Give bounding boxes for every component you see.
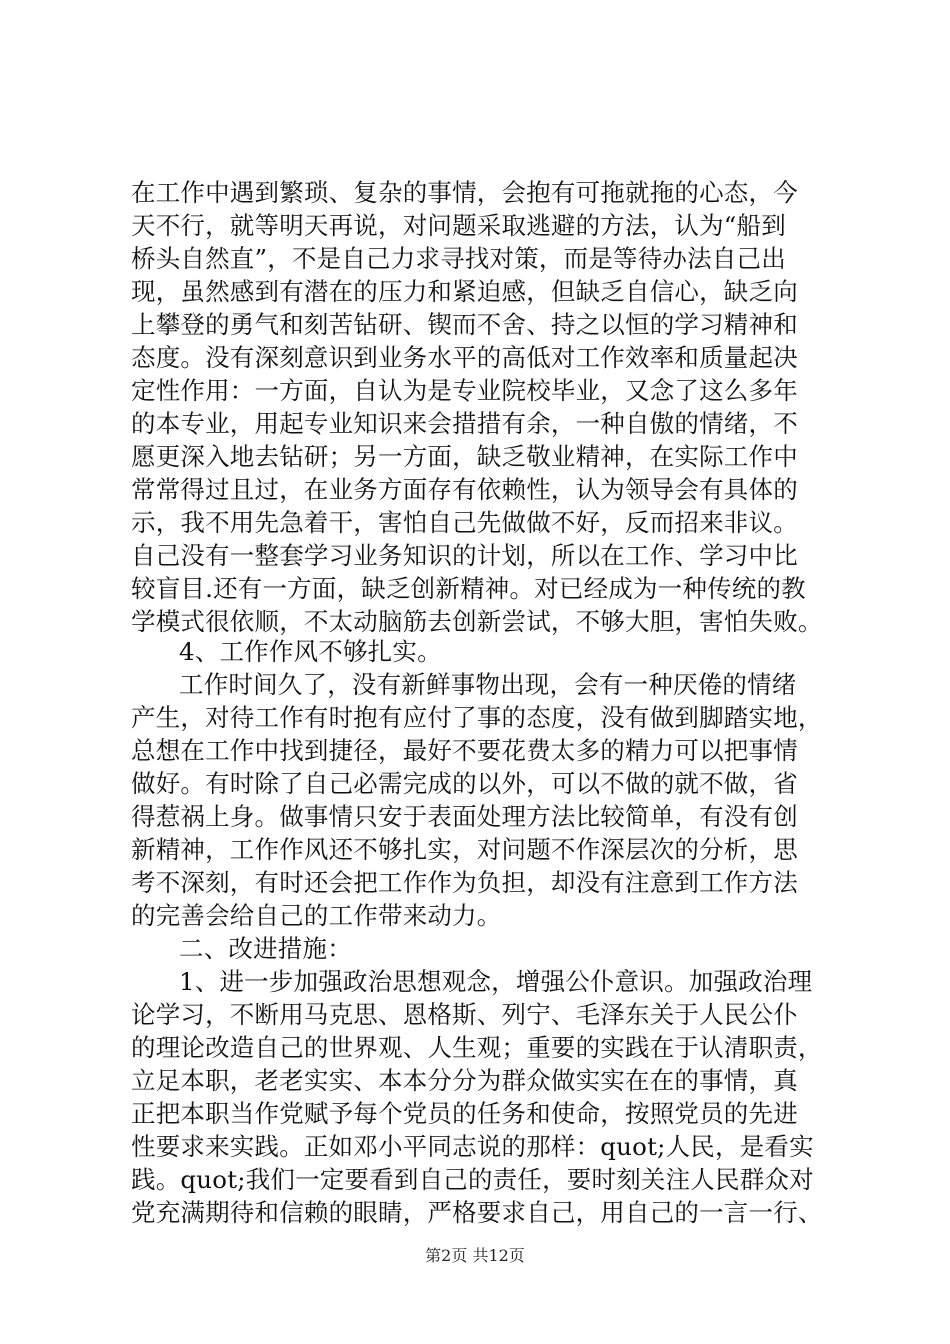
text-line: 较盲目.还有一方面，缺乏创新精神。对已经成为一种传统的教: [131, 574, 806, 603]
section-heading-2: 二、改进措施：: [179, 934, 352, 963]
text-line: 桥头自然直”，不是自己力求寻找对策，而是等待办法自己出: [131, 244, 786, 273]
text-line: 现，虽然感到有潜在的压力和紧迫感，但缺乏自信心，缺乏向: [131, 277, 798, 306]
section-heading-4: 4、工作作风不够扎实。: [179, 637, 442, 666]
paragraph-self-reflection: [131, 176, 831, 638]
text-line: 在工作中遇到繁琐、复杂的事情，会抱有可拖就拖的心态，今: [131, 178, 798, 207]
text-line: 的本专业，用起专业知识来会措措有余，一种自傲的情绪，不: [131, 409, 798, 438]
text-line: 正把本职当作党赋予每个党员的任务和使命，按照党员的先进: [131, 1099, 798, 1128]
text-line: 定性作用：一方面，自认为是专业院校毕业，又念了这么多年: [131, 376, 798, 405]
text-line: 学模式很依顺，不太动脑筋去创新尝试，不够大胆，害怕失败。: [131, 607, 823, 636]
text-line: 的理论改造自己的世界观、人生观；重要的实践在于认清职责，: [131, 1033, 823, 1062]
text-line: 常常得过且过，在业务方面存有依赖性，认为领导会有具体的: [131, 475, 798, 504]
paragraph-first-line: 工作时间久了，没有新鲜事物出现，会有一种厌倦的情绪: [179, 670, 797, 699]
text-line: 自己没有一整套学习业务知识的计划，所以在工作、学习中比: [131, 541, 798, 570]
text-line: 产生，对待工作有时抱有应付了事的态度，没有做到脚踏实地，: [131, 703, 823, 732]
text-line: 立足本职，老老实实、本本分分为群众做实实在在的事情，真: [131, 1066, 798, 1095]
text-line: 践。quot;我们一定要看到自己的责任，要时刻关注人民群众对: [131, 1165, 814, 1194]
text-line: 党充满期待和信赖的眼睛，严格要求自己，用自己的一言一行、: [131, 1198, 823, 1227]
text-line: 态度。没有深刻意识到业务水平的高低对工作效率和质量起决: [131, 343, 798, 372]
text-line: 性要求来实践。正如邓小平同志说的那样：quot;人民，是看实: [131, 1132, 814, 1161]
text-line: 示，我不用先急着干，害怕自己先做做不好，反而招来非议。: [131, 508, 798, 537]
text-line: 总想在工作中找到捷径，最好不要花费太多的精力可以把事情: [131, 736, 798, 765]
body-continuation: [131, 635, 831, 1229]
paragraph-first-line: 1、进一步加强政治思想观念，增强公仆意识。加强政治理: [179, 967, 813, 996]
text-line: 上攀登的勇气和刻苦钻研、锲而不舍、持之以恒的学习精神和: [131, 310, 798, 339]
text-line: 做好。有时除了自己必需完成的以外，可以不做的就不做，省: [131, 769, 798, 798]
text-line: 愿更深入地去钻研；另一方面，缺乏敬业精神，在实际工作中: [131, 442, 798, 471]
text-line: 新精神，工作作风还不够扎实，对问题不作深层次的分析，思: [131, 835, 798, 864]
text-line: 天不行，就等明天再说，对问题采取逃避的方法，认为“船到: [131, 211, 786, 240]
text-line: 论学习，不断用马克思、恩格斯、列宁、毛泽东关于人民公仆: [131, 1000, 798, 1029]
page-number-footer: 第2页 共12页: [425, 1246, 525, 1265]
text-line: 考不深刻，有时还会把工作作为负担，却没有注意到工作方法: [131, 868, 798, 897]
text-line: 得惹祸上身。做事情只安于表面处理方法比较简单，有没有创: [131, 802, 798, 831]
text-line: 的完善会给自己的工作带来动力。: [131, 901, 502, 930]
